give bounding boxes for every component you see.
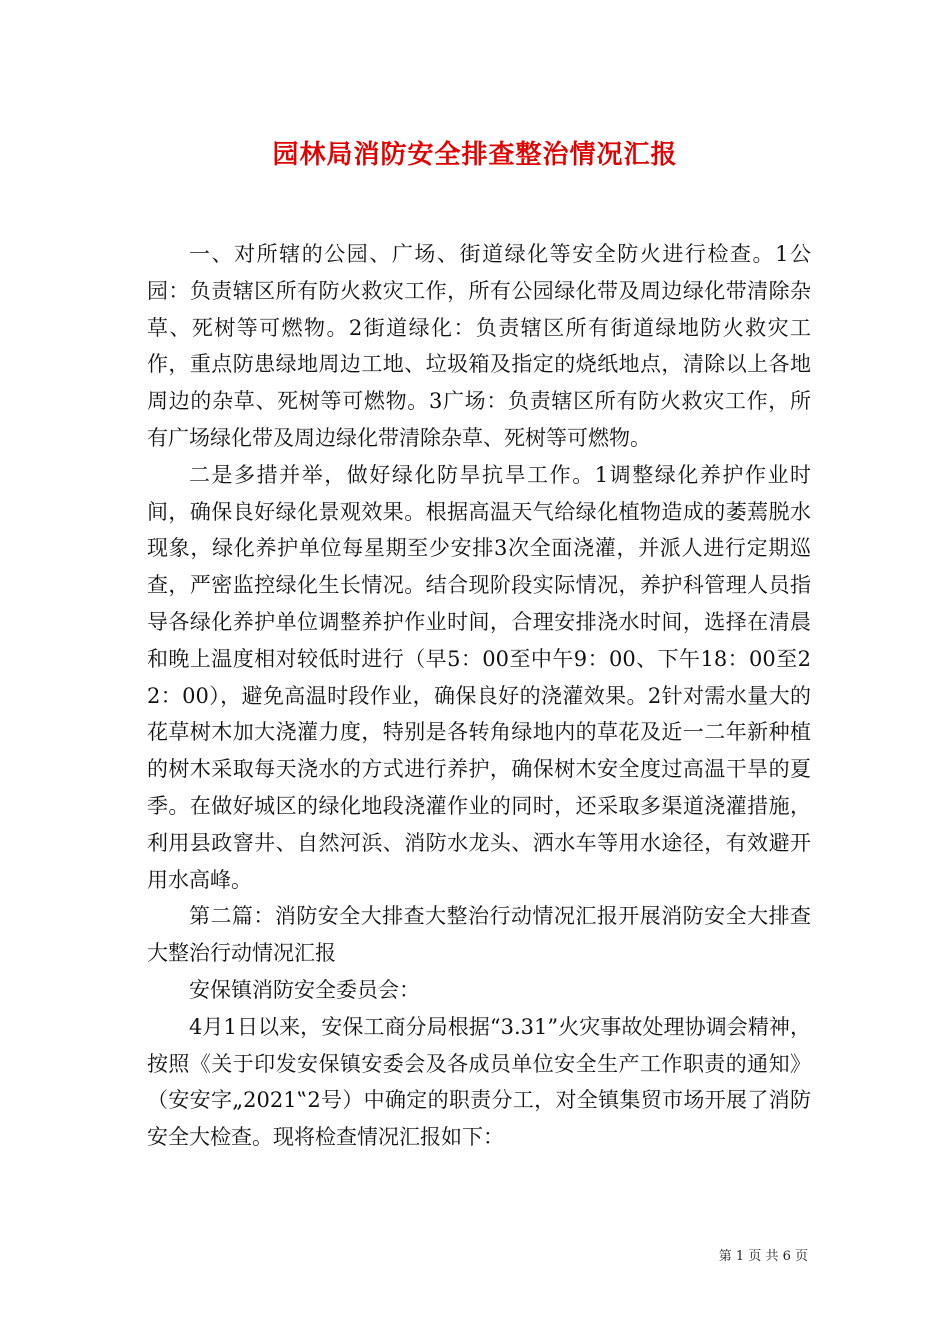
- paragraph-2: 二是多措并举，做好绿化防旱抗旱工作。1调整绿化养护作业时间，确保良好绿化景观效果。根据高温天气给绿化植物造成的萎蔫脱水现象，绿化养护单位每星期至少安排3次全面浇灌，并派人进行定期巡查，严密监控绿化生长情况。结合现阶段实际情况，养护科管理人员指导各绿化养护单位调整养护作业时间，合理安排浇水时间，选择在清晨和晚上温度相对较低时进行（早5：00至中午9：00、下午18：00至22：00），避免高温时段作业，确保良好的浇灌效果。2针对需水量大的花草树木加大浇灌力度，特别是各转角绿地内的草花及近一二年新种植的树木采取每天浇水的方式进行养护，确保树木安全度过高温干旱的夏季。在做好城区的绿化地段浇灌作业的同时，还采取多渠道浇灌措施，利用县政窨井、自然河浜、消防水龙头、洒水车等用水途径，有效避开用水高峰。: [147, 462, 811, 892]
- paragraph-3: 第二篇：消防安全大排查大整治行动情况汇报开展消防安全大排查大整治行动情况汇报: [147, 904, 811, 966]
- document-title: 园林局消防安全排查整治情况汇报: [272, 140, 678, 170]
- document-body: [147, 236, 811, 1156]
- page-number: 第 1 页 共 6 页: [718, 1249, 808, 1264]
- paragraph-5: 4月1日以来，安保工商分局根据“3.31”火灾事故处理协调会精神，按照《关于印发安保镇安委会及各成员单位安全生产工作职责的通知》（安安字„2021‟2号）中确定的职责分工，对全镇集贸市场开展了消防安全大检查。现将检查情况汇报如下：: [147, 1014, 811, 1150]
- paragraph-4: 安保镇消防安全委员会：: [189, 977, 420, 1002]
- paragraph-1: 一、对所辖的公园、广场、街道绿化等安全防火进行检查。1公园：负责辖区所有防火救灾工作，所有公园绿化带及周边绿化带清除杂草、死树等可燃物。2街道绿化：负责辖区所有街道绿地防火救灾工作，重点防患绿地周边工地、垃圾箱及指定的烧纸地点，清除以上各地周边的杂草、死树等可燃物。3广场：负责辖区所有防火救灾工作，所有广场绿化带及周边绿化带清除杂草、死树等可燃物。: [147, 242, 811, 450]
